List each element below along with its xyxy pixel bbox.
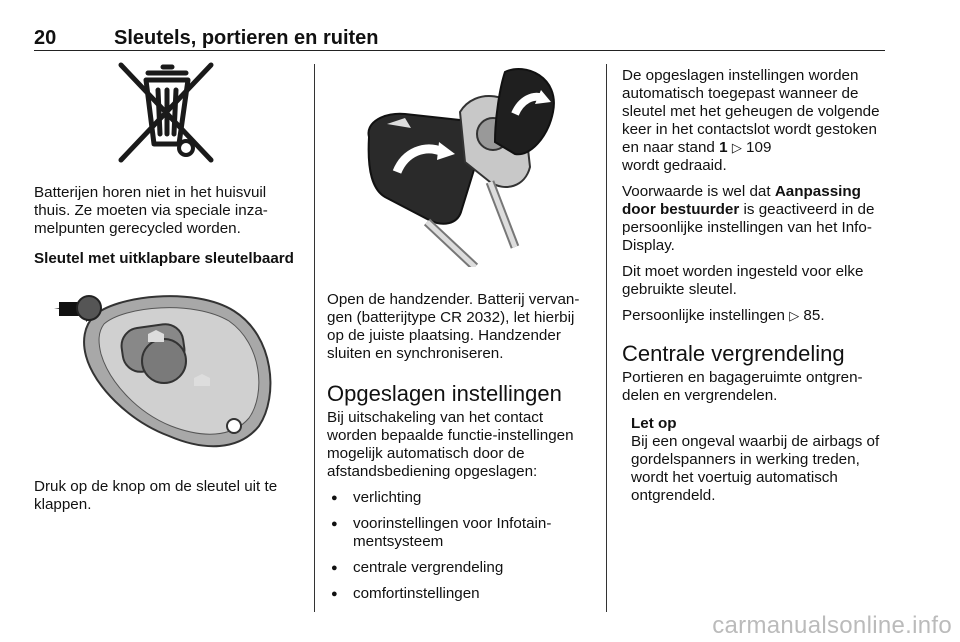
note-text: Bij een ongeval waarbij de airbags of gordelspanners in werking treden, wordt het voertuig automatisch ontgrendeld. — [631, 433, 880, 504]
saved-settings-intro: Bij uitschakeling van het contact worden bepaalde functie-instellingen mogelijk automatisch door de afstandsbediening opgeslagen: — [327, 409, 574, 480]
list-item: ● voorinstellingen voor Infotain-mentsysteem — [327, 515, 592, 551]
saved-settings-heading: Opgeslagen instellingen — [327, 381, 562, 406]
page-title: Sleutels, portieren en ruiten — [114, 27, 379, 49]
battery-change-text: Open de handzender. Batterij vervan-gen (batterijtype CR 2032), let hierbij op de juiste plaatsing. Handzender sluiten en synchroniseren. — [327, 291, 580, 362]
column-divider-2 — [606, 64, 607, 612]
personal-settings-ref: Persoonlijke instellingen ▷ 85. — [622, 307, 825, 324]
column-3 — [622, 67, 888, 505]
list-item: ● centrale vergrendeling — [327, 559, 592, 577]
note-box — [631, 415, 888, 505]
per-key-paragraph: Dit moet worden ingesteld voor elke gebruikte sleutel. — [622, 263, 864, 298]
battery-disposal-text: Batterijen horen niet in het huisvuil thuis. Ze moeten via speciale inza-melpunten gerecycled worden. — [34, 184, 268, 237]
precondition-paragraph: Voorwaarde is wel dat Aanpassing door bestuurder is geactiveerd in de persoonlijke instellingen van het Info-Display. — [622, 183, 875, 254]
weee-bin-icon — [116, 62, 216, 164]
page-ref-icon: ▷ — [731, 140, 742, 155]
central-locking-text: Portieren en bagageruimte ontgren-delen en vergrendelen. — [622, 369, 863, 404]
note-title: Let op — [631, 415, 677, 432]
page-number: 20 — [34, 27, 57, 49]
remote-battery-illustration — [365, 62, 555, 267]
column-2 — [327, 62, 592, 603]
central-locking-heading: Centrale vergrendeling — [622, 341, 845, 366]
page-header — [34, 0, 885, 51]
column-1 — [34, 62, 298, 514]
flip-key-heading: Sleutel met uitklapbare sleutelbaard — [34, 250, 294, 267]
list-item: ● verlichting — [327, 489, 592, 507]
page-ref-icon: ▷ — [789, 308, 800, 323]
saved-settings-list — [327, 489, 592, 603]
flip-key-illustration — [34, 286, 298, 456]
flip-key-text: Druk op de knop om de sleutel uit te klappen. — [34, 478, 278, 513]
list-item: ● comfortinstellingen — [327, 585, 592, 603]
watermark: carmanualsonline.info — [712, 612, 952, 639]
column-divider-1 — [314, 64, 315, 612]
auto-apply-paragraph: De opgeslagen instellingen worden automatisch toegepast wanneer de sleutel met het geheugen de volgende keer in het contactslot wordt gestoken en naar stand 1 ▷ 109 wordt gedraaid. — [622, 67, 880, 174]
